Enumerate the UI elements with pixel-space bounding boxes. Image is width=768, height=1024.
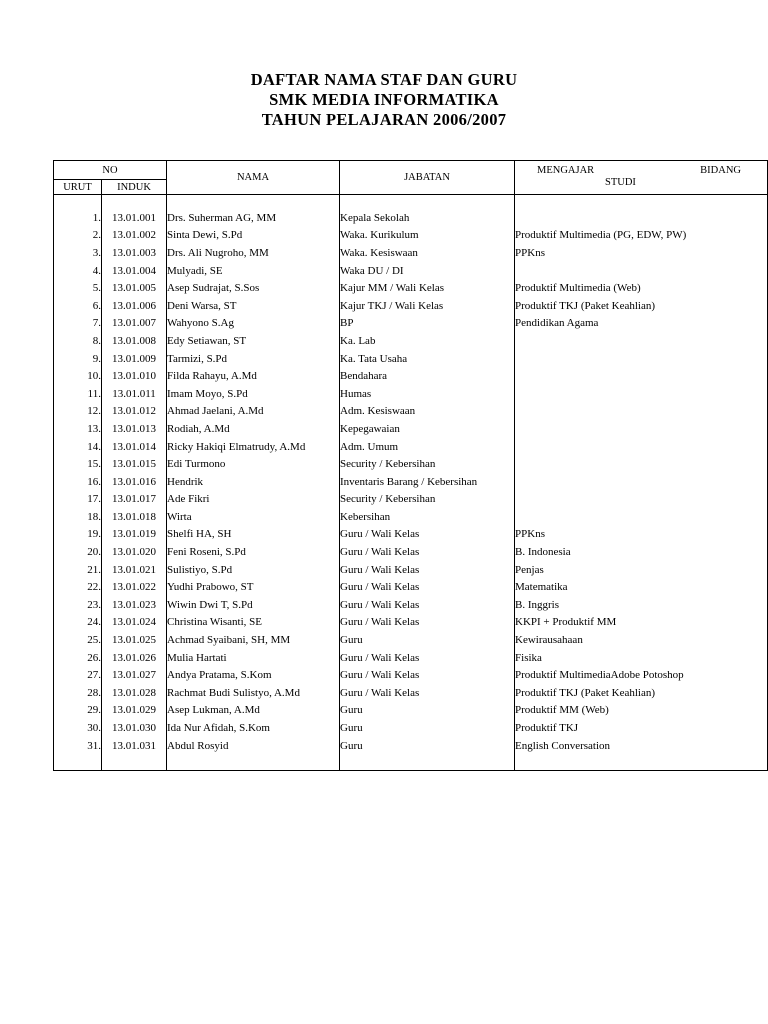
jabatan-cell: Ka. Lab (340, 332, 515, 350)
mapel-cell (515, 385, 768, 403)
nama-cell: Tarmizi, S.Pd (167, 350, 340, 368)
table-row (54, 543, 768, 561)
mapel-cell (515, 350, 768, 368)
title-line-3: TAHUN PELAJARAN 2006/2007 (261, 110, 507, 129)
nama-cell: Rachmat Budi Sulistyo, A.Md (167, 684, 340, 702)
table-row (54, 473, 768, 491)
nama-cell: Mulia Hartati (167, 649, 340, 667)
nama-cell: Abdul Rosyid (167, 737, 340, 755)
mapel-cell: Produktif MultimediaAdobe Potoshop (515, 666, 768, 684)
induk-cell: 13.01.008 (102, 332, 167, 350)
mapel-cell (515, 508, 768, 526)
jabatan-cell: Guru (340, 737, 515, 755)
jabatan-cell: Kajur TKJ / Wali Kelas (340, 297, 515, 315)
jabatan-cell: Waka. Kurikulum (340, 227, 515, 245)
induk-cell: 13.01.007 (102, 315, 167, 333)
induk-cell: 13.01.020 (102, 543, 167, 561)
jabatan-cell: Humas (340, 385, 515, 403)
mapel-cell (515, 262, 768, 280)
induk-cell: 13.01.003 (102, 244, 167, 262)
table-row (54, 209, 768, 227)
table-row (54, 315, 768, 333)
urut-cell: 26. (54, 649, 102, 667)
induk-cell: 13.01.006 (102, 297, 167, 315)
mapel-cell (515, 438, 768, 456)
urut-cell: 27. (54, 666, 102, 684)
urut-cell: 16. (54, 473, 102, 491)
mapel-cell (515, 473, 768, 491)
urut-cell: 7. (54, 315, 102, 333)
table-row (54, 561, 768, 579)
mapel-cell: B. Inggris (515, 596, 768, 614)
mapel-cell: PPKns (515, 526, 768, 544)
induk-cell: 13.01.023 (102, 596, 167, 614)
urut-cell: 9. (54, 350, 102, 368)
table-row (54, 614, 768, 632)
nama-cell: Deni Warsa, ST (167, 297, 340, 315)
urut-cell: 30. (54, 719, 102, 737)
urut-cell: 18. (54, 508, 102, 526)
mapel-cell: Pendidikan Agama (515, 315, 768, 333)
mapel-cell (515, 455, 768, 473)
urut-cell: 6. (54, 297, 102, 315)
table-row (54, 649, 768, 667)
induk-cell: 13.01.019 (102, 526, 167, 544)
urut-cell: 28. (54, 684, 102, 702)
jabatan-cell: Inventaris Barang / Kebersihan (340, 473, 515, 491)
induk-cell: 13.01.027 (102, 666, 167, 684)
mapel-cell: Produktif Multimedia (Web) (515, 279, 768, 297)
induk-cell: 13.01.017 (102, 491, 167, 509)
urut-cell: 8. (54, 332, 102, 350)
urut-cell: 13. (54, 420, 102, 438)
jabatan-cell: Ka. Tata Usaha (340, 350, 515, 368)
jabatan-cell: Waka. Kesiswaan (340, 244, 515, 262)
nama-cell: Drs. Ali Nugroho, MM (167, 244, 340, 262)
induk-cell: 13.01.024 (102, 614, 167, 632)
mapel-cell (515, 420, 768, 438)
mapel-cell: Produktif MM (Web) (515, 702, 768, 720)
jabatan-cell: Guru / Wali Kelas (340, 684, 515, 702)
induk-cell: 13.01.013 (102, 420, 167, 438)
nama-cell: Yudhi Prabowo, ST (167, 578, 340, 596)
urut-cell: 20. (54, 543, 102, 561)
spacer-row (54, 754, 768, 771)
nama-cell: Imam Moyo, S.Pd (167, 385, 340, 403)
urut-cell: 24. (54, 614, 102, 632)
induk-cell: 13.01.025 (102, 631, 167, 649)
jabatan-cell: Adm. Umum (340, 438, 515, 456)
induk-cell: 13.01.012 (102, 403, 167, 421)
nama-cell: Andya Pratama, S.Kom (167, 666, 340, 684)
table-row (54, 702, 768, 720)
nama-cell: Feni Roseni, S.Pd (167, 543, 340, 561)
nama-cell: Ahmad Jaelani, A.Md (167, 403, 340, 421)
jabatan-cell: Guru / Wali Kelas (340, 578, 515, 596)
table-row (54, 508, 768, 526)
mapel-cell: B. Indonesia (515, 543, 768, 561)
induk-cell: 13.01.029 (102, 702, 167, 720)
jabatan-cell: Guru (340, 719, 515, 737)
urut-cell: 4. (54, 262, 102, 280)
table-row (54, 596, 768, 614)
title-line-2: SMK MEDIA INFORMATIKA (269, 90, 499, 109)
induk-cell: 13.01.030 (102, 719, 167, 737)
induk-cell: 13.01.011 (102, 385, 167, 403)
jabatan-cell: Guru / Wali Kelas (340, 614, 515, 632)
jabatan-cell: Guru (340, 631, 515, 649)
nama-cell: Filda Rahayu, A.Md (167, 367, 340, 385)
nama-cell: Edy Setiawan, ST (167, 332, 340, 350)
nama-cell: Wahyono S.Ag (167, 315, 340, 333)
urut-cell: 1. (54, 209, 102, 227)
jabatan-cell: Kajur MM / Wali Kelas (340, 279, 515, 297)
nama-cell: Drs. Suherman AG, MM (167, 209, 340, 227)
table-row (54, 719, 768, 737)
urut-cell: 22. (54, 578, 102, 596)
nama-cell: Asep Sudrajat, S.Sos (167, 279, 340, 297)
induk-cell: 13.01.002 (102, 227, 167, 245)
mapel-cell: Matematika (515, 578, 768, 596)
mapel-cell (515, 491, 768, 509)
induk-cell: 13.01.004 (102, 262, 167, 280)
nama-cell: Edi Turmono (167, 455, 340, 473)
urut-cell: 29. (54, 702, 102, 720)
induk-cell: 13.01.016 (102, 473, 167, 491)
nama-cell: Sinta Dewi, S.Pd (167, 227, 340, 245)
urut-cell: 31. (54, 737, 102, 755)
header-bidang: BIDANG (700, 165, 742, 176)
table-row (54, 244, 768, 262)
induk-cell: 13.01.005 (102, 279, 167, 297)
nama-cell: Ida Nur Afidah, S.Kom (167, 719, 340, 737)
jabatan-cell: BP (340, 315, 515, 333)
mapel-cell: KKPI + Produktif MM (515, 614, 768, 632)
mapel-cell: PPKns (515, 244, 768, 262)
urut-cell: 14. (54, 438, 102, 456)
table-row (54, 332, 768, 350)
header-urut: URUT (54, 180, 102, 195)
nama-cell: Shelfi HA, SH (167, 526, 340, 544)
jabatan-cell: Guru (340, 702, 515, 720)
urut-cell: 11. (54, 385, 102, 403)
induk-cell: 13.01.009 (102, 350, 167, 368)
table-row (54, 262, 768, 280)
table-row (54, 403, 768, 421)
table-row (54, 438, 768, 456)
nama-cell: Asep Lukman, A.Md (167, 702, 340, 720)
induk-cell: 13.01.031 (102, 737, 167, 755)
nama-cell: Achmad Syaibani, SH, MM (167, 631, 340, 649)
urut-cell: 15. (54, 455, 102, 473)
jabatan-cell: Bendahara (340, 367, 515, 385)
mapel-cell: Kewirausahaan (515, 631, 768, 649)
table-row (54, 227, 768, 245)
mapel-cell (515, 367, 768, 385)
staff-table-body (54, 195, 768, 771)
table-row (54, 297, 768, 315)
table-row (54, 737, 768, 755)
mapel-cell: Penjas (515, 561, 768, 579)
nama-cell: Rodiah, A.Md (167, 420, 340, 438)
induk-cell: 13.01.010 (102, 367, 167, 385)
urut-cell: 10. (54, 367, 102, 385)
urut-cell: 3. (54, 244, 102, 262)
jabatan-cell: Guru / Wali Kelas (340, 649, 515, 667)
header-mengajar-bidang-studi (515, 161, 768, 195)
header-jabatan: JABATAN (340, 161, 515, 195)
jabatan-cell: Adm. Kesiswaan (340, 403, 515, 421)
induk-cell: 13.01.014 (102, 438, 167, 456)
jabatan-cell: Waka DU / DI (340, 262, 515, 280)
table-row (54, 350, 768, 368)
header-studi: STUDI (605, 177, 636, 188)
nama-cell: Ade Fikri (167, 491, 340, 509)
table-row (54, 631, 768, 649)
jabatan-cell: Guru / Wali Kelas (340, 543, 515, 561)
jabatan-cell: Kepegawaian (340, 420, 515, 438)
mapel-cell: Produktif Multimedia (PG, EDW, PW) (515, 227, 768, 245)
header-nama: NAMA (167, 161, 340, 195)
table-row (54, 367, 768, 385)
nama-cell: Wirta (167, 508, 340, 526)
document-title (0, 70, 768, 130)
table-row (54, 526, 768, 544)
jabatan-cell: Guru / Wali Kelas (340, 561, 515, 579)
jabatan-cell: Kepala Sekolah (340, 209, 515, 227)
urut-cell: 19. (54, 526, 102, 544)
header-induk: INDUK (102, 180, 167, 195)
mapel-cell: English Conversation (515, 737, 768, 755)
header-no: NO (54, 161, 167, 180)
jabatan-cell: Guru / Wali Kelas (340, 526, 515, 544)
induk-cell: 13.01.022 (102, 578, 167, 596)
nama-cell: Hendrik (167, 473, 340, 491)
mapel-cell: Produktif TKJ (Paket Keahlian) (515, 297, 768, 315)
urut-cell: 5. (54, 279, 102, 297)
urut-cell: 23. (54, 596, 102, 614)
jabatan-cell: Security / Kebersihan (340, 455, 515, 473)
urut-cell: 21. (54, 561, 102, 579)
induk-cell: 13.01.028 (102, 684, 167, 702)
table-row (54, 491, 768, 509)
urut-cell: 17. (54, 491, 102, 509)
table-row (54, 279, 768, 297)
induk-cell: 13.01.015 (102, 455, 167, 473)
jabatan-cell: Guru / Wali Kelas (340, 596, 515, 614)
induk-cell: 13.01.021 (102, 561, 167, 579)
nama-cell: Mulyadi, SE (167, 262, 340, 280)
mapel-cell: Produktif TKJ (515, 719, 768, 737)
induk-cell: 13.01.026 (102, 649, 167, 667)
staff-table (53, 160, 768, 771)
table-row (54, 455, 768, 473)
nama-cell: Christina Wisanti, SE (167, 614, 340, 632)
jabatan-cell: Security / Kebersihan (340, 491, 515, 509)
induk-cell: 13.01.018 (102, 508, 167, 526)
urut-cell: 2. (54, 227, 102, 245)
jabatan-cell: Kebersihan (340, 508, 515, 526)
table-row (54, 578, 768, 596)
table-row (54, 666, 768, 684)
induk-cell: 13.01.001 (102, 209, 167, 227)
table-row (54, 684, 768, 702)
nama-cell: Sulistiyo, S.Pd (167, 561, 340, 579)
mapel-cell (515, 403, 768, 421)
title-line-1: DAFTAR NAMA STAF DAN GURU (250, 70, 518, 89)
mapel-cell (515, 332, 768, 350)
jabatan-cell: Guru / Wali Kelas (340, 666, 515, 684)
mapel-cell (515, 209, 768, 227)
urut-cell: 12. (54, 403, 102, 421)
table-row (54, 385, 768, 403)
header-mengajar: MENGAJAR (537, 165, 595, 176)
mapel-cell: Fisika (515, 649, 768, 667)
table-row (54, 420, 768, 438)
nama-cell: Ricky Hakiqi Elmatrudy, A.Md (167, 438, 340, 456)
spacer-row (54, 195, 768, 210)
mapel-cell: Produktif TKJ (Paket Keahlian) (515, 684, 768, 702)
urut-cell: 25. (54, 631, 102, 649)
nama-cell: Wiwin Dwi T, S.Pd (167, 596, 340, 614)
